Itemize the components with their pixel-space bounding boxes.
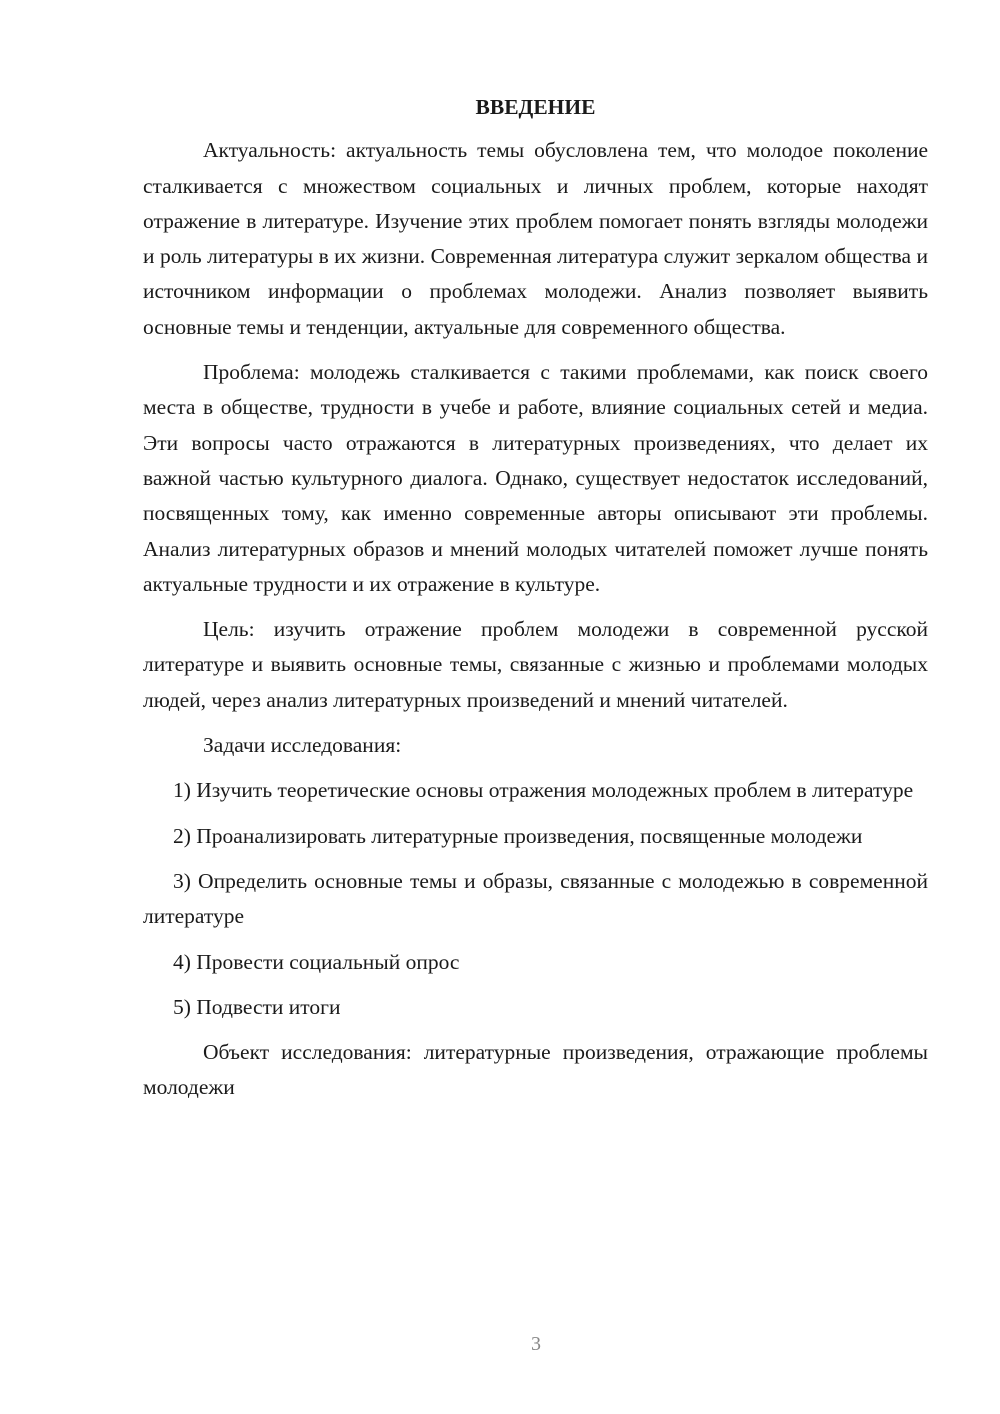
problem-paragraph: Проблема: молодежь сталкивается с такими проблемами, как поиск своего места в обществе, трудности в учебе и работе, влияние социальных сетей и медиа. Эти вопросы часто отражаются в литературных произведениях, что делает их важной частью культурного диалога. Однако, существует недостаток исследований, посвященных тому, как именно современные авторы описывают эти проблемы. Анализ литературных образов и мнений молодых читателей поможет лучше понять актуальные трудности и их отражение в культуре.: [143, 360, 928, 596]
task-item-4: 4) Провести социальный опрос: [173, 949, 460, 974]
tasks-title: Задачи исследования:: [203, 733, 402, 758]
goal-paragraph: Цель: изучить отражение проблем молодежи в современной русской литературе и выявить основные темы, связанные с жизнью и проблемами молодых людей, через анализ литературных произведений и мнений читателей.: [143, 617, 928, 712]
task-item-2: 2) Проанализировать литературные произведения, посвященные молодежи: [173, 823, 863, 848]
page-number: 3: [531, 1333, 541, 1355]
relevance-paragraph: Актуальность: актуальность темы обусловлена тем, что молодое поколение сталкивается с множеством социальных и личных проблем, которые находят отражение в литературе. Изучение этих проблем помогает понять взгляды молодежи и роль литературы в их жизни. Современная литература служит зеркалом общества и источником информации о проблемах молодежи. Анализ позволяет выявить основные темы и тенденции, актуальные для современного общества.: [143, 138, 928, 339]
task-item-5: 5) Подвести итоги: [173, 994, 341, 1019]
task-item-3: 3) Определить основные темы и образы, связанные с молодежью в современной литературе: [143, 868, 928, 929]
page-body: [143, 90, 928, 1116]
page-title: ВВЕДЕНИЕ: [475, 95, 596, 119]
object-paragraph: Объект исследования: литературные произведения, отражающие проблемы молодежи: [143, 1040, 928, 1100]
task-item-1: 1) Изучить теоретические основы отражения молодежных проблем в литературе: [173, 778, 914, 803]
